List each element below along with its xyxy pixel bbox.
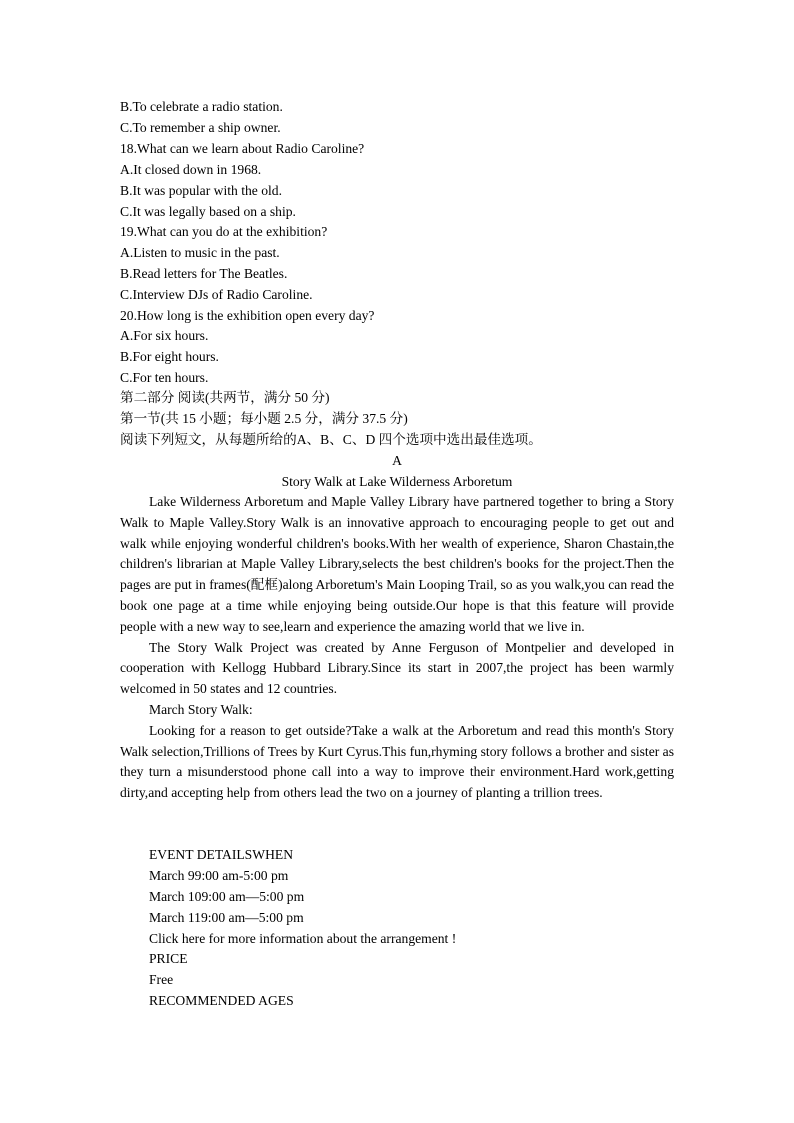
option-b-eight-hours: B.For eight hours. [120,349,219,364]
recommended-ages-heading: RECOMMENDED AGES [149,993,294,1008]
passage-title: Story Walk at Lake Wilderness Arboretum [281,474,513,489]
option-c-legally: C.It was legally based on a ship. [120,204,296,219]
event-date-3: March 119:00 am—5:00 pm [149,910,304,925]
event-details-heading: EVENT DETAILSWHEN [149,847,294,862]
subsection-heading: 第一节(共 15 小题；每小题 2.5 分，满分 37.5 分) [120,411,408,426]
event-date-1: March 99:00 am-5:00 pm [149,868,289,883]
paragraph-2: The Story Walk Project was created by Anne Ferguson of Montpelier and developed in cooperation with Kellogg Hubbard Library.Since its start in 2007,the project has been warmly welcomed in 50 states and 12 countries. [120,639,674,697]
paragraph-1: Lake Wilderness Arboretum and Maple Valley Library have partnered together to bring a Story Walk to Maple Valley.Story Walk is an innovative approach to encouraging people to get out and walk while enjoying wonderful children's books.With her wealth of experience, Sharon Chastain,the children's librarian at Maple Valley Library,selects the best children's books for the project.Then the pages are put in frames(配框)along Arboretum's Main Looping Trail, so as you walk,you can read the book one page at a time while enjoying being outside.Our hope is that this feature will provide people with a new way to see,learn and experience the amazing world that we live in. [120,494,674,634]
option-b-popular: B.It was popular with the old. [120,183,282,198]
option-c-interview: C.Interview DJs of Radio Caroline. [120,287,313,302]
option-c-remember: C.To remember a ship owner. [120,120,281,135]
passage-body [120,492,674,804]
option-a-closed: A.It closed down in 1968. [120,162,262,177]
more-info-link[interactable]: Click here for more information about the arrangement ! [149,931,457,946]
question-19: 19.What can you do at the exhibition? [120,224,328,239]
option-b-read: B.Read letters for The Beatles. [120,266,288,281]
question-18: 18.What can we learn about Radio Caroline? [120,141,365,156]
option-b-celebrate: B.To celebrate a radio station. [120,99,283,114]
instructions: 阅读下列短文，从每题所给的A、B、C、D 四个选项中选出最佳选项。 [120,432,542,447]
part-heading: 第二部分 阅读(共两节，满分 50 分) [120,390,330,405]
passage-label: A [392,453,402,468]
paragraph-3: Looking for a reason to get outside?Take a walk at the Arboretum and read this month's Story Walk selection,Trillions of Trees by Kurt Cyrus.This fun,rhyming story follows a brother and sister as they turn a misunderstood phone call into a way to improve their environment.Hard work,getting dirty,and accepting help from others lead the two on a journey of planting a trillion trees. [120,722,674,801]
march-heading: March Story Walk: [149,701,253,717]
question-20: 20.How long is the exhibition open every day? [120,308,375,323]
option-c-ten-hours: C.For ten hours. [120,370,209,385]
price-value: Free [149,972,174,987]
event-date-2: March 109:00 am—5:00 pm [149,889,305,904]
price-heading: PRICE [149,951,188,966]
option-a-listen: A.Listen to music in the past. [120,245,280,260]
option-a-six-hours: A.For six hours. [120,328,209,343]
